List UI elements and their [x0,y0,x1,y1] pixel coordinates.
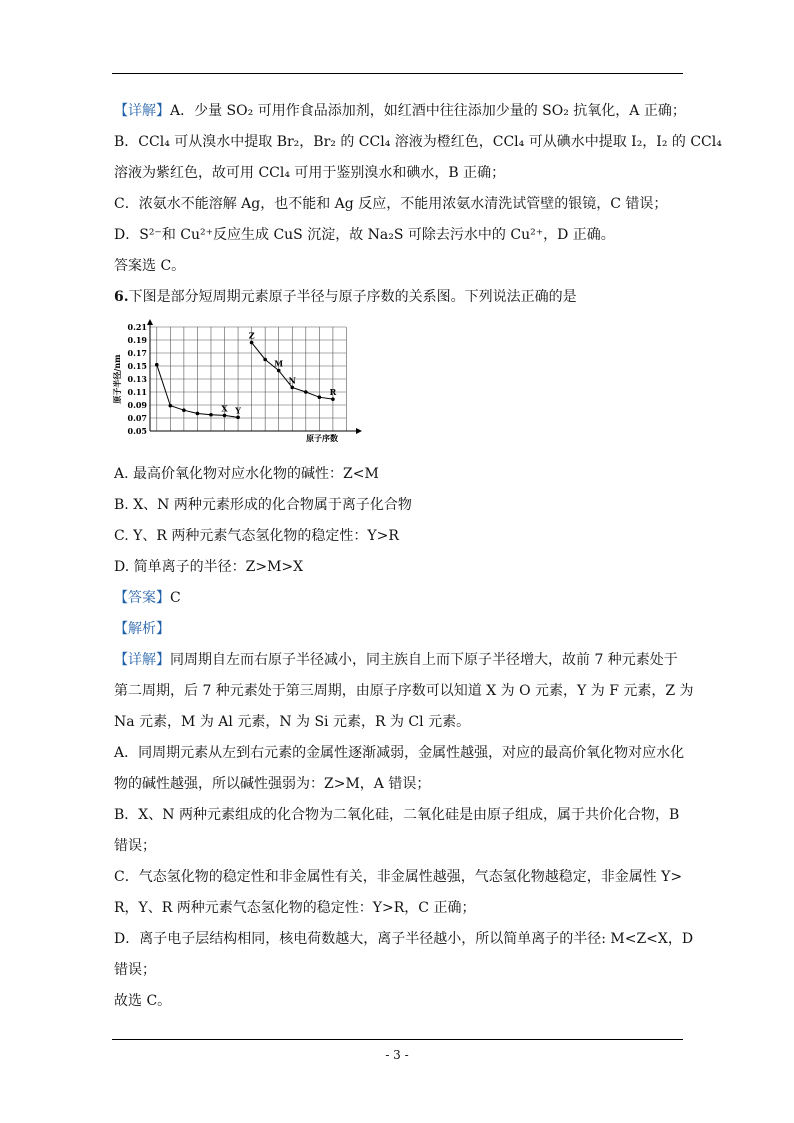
point-label: N [288,375,296,386]
prev-line-b2: 溶液为紫红色，故可用 CCl₄ 可用于鉴别溴水和碘水，B 正确； [114,165,506,181]
prev-line-c: C．浓氨水不能溶解 Ag，也不能和 Ag 反应，不能用浓氨水清洗试管壁的银镜，C 错误； [114,196,668,212]
atomic-radius-chart [114,319,684,451]
point-label: R [329,387,337,398]
detail-tag: 【详解】 [114,103,170,119]
data-point [318,395,322,399]
data-point [223,414,227,418]
option-d: D. 简单离子的半径：Z>M>X [114,559,304,575]
option-b: B. X、N 两种元素形成的化合物属于离子化合物 [114,497,412,513]
data-point [331,397,335,401]
y-tick-label: 0.05 [127,426,147,436]
data-point [182,408,186,412]
point-label: Z [248,330,255,341]
question-6-stem: 6.下图是部分短周期元素原子半径与原子序数的关系图。下列说法正确的是 [114,289,577,305]
answer-line [114,583,684,614]
data-point [290,386,294,390]
point-label: X [221,403,228,414]
analysis-d-2: 错误； [114,962,156,978]
y-tick-label: 0.07 [127,413,147,423]
y-axis-label: 原子半径/nm [112,354,122,404]
point-label: M [274,358,284,369]
y-tick-label: 0.09 [127,400,147,410]
page-number: - 3 - [385,1048,409,1062]
analysis-b-1: B．X、N 两种元素组成的化合物为二氧化硅，二氧化硅是由原子组成，属于共价化合物，B [114,807,680,823]
prev-line-b1: B．CCl₄ 可从溴水中提取 Br₂，Br₂ 的 CCl₄ 溶液为橙红色，CCl₄ 可从碘水中提取 I₂，I₂ 的 CCl₄ [114,134,722,150]
detail-line-2: 第二周期，后 7 种元素处于第三周期，由原子序数可以知道 X 为 O 元素，Y 为 F 元素，Z 为 [114,683,694,699]
x-axis-arrow [356,428,362,434]
detail-line-1: 【详解】同周期自左而右原子半径减小，同主族自上而下原子半径增大，故前 7 种元素处于 [114,652,678,668]
analysis-a-2: 物的碱性越强，所以碱性强弱为：Z>M，A 错误； [114,776,431,792]
detail-line-3: Na 元素，M 为 Al 元素，N 为 Si 元素，R 为 Cl 元素。 [114,714,471,730]
header-rule [112,73,683,74]
data-point [304,390,308,394]
data-point [169,404,173,408]
prev-line-a: 【详解】A．少量 SO₂ 可用作食品添加剂，如红酒中往往添加少量的 SO₂ 抗氧化，A 正确； [114,103,686,119]
answer-tag: 【答案】 [114,590,170,606]
prev-conclusion: 答案选 C。 [114,258,186,274]
analysis-c-1: C．气态氢化物的稳定性和非金属性有关，非金属性越强，气态氢化物越稳定，非金属性 Y> [114,869,683,885]
data-point [209,413,213,417]
data-point [155,363,159,367]
y-tick-label: 0.17 [127,348,147,358]
analysis-tag: 【解析】 [114,621,170,637]
data-point [236,416,240,420]
y-tick-label: 0.21 [127,322,147,332]
data-point [263,358,267,362]
y-tick-label: 0.19 [127,335,147,345]
analysis-a-1: A．同周期元素从左到右元素的金属性逐渐减弱，金属性越强，对应的最高价氧化物对应水化 [114,745,685,761]
answer-value: C [170,590,181,606]
data-point [250,341,254,345]
analysis-b-2: 错误； [114,838,156,854]
final-answer: 故选 C。 [114,993,172,1009]
prev-line-d: D．S²⁻和 Cu²⁺反应生成 CuS 沉淀，故 Na₂S 可除去污水中的 Cu²⁺，D 正确。 [114,227,615,243]
analysis-d-1: D．离子电子层结构相同，核电荷数越大，离子半径越小，所以简单离子的半径: M<Z<X，D [114,931,694,947]
analysis-c-2: R，Y、R 两种元素气态氢化物的稳定性：Y>R，C 正确； [114,900,476,916]
y-tick-label: 0.13 [127,374,147,384]
y-tick-label: 0.11 [127,387,147,397]
point-label: Y [235,405,241,416]
data-point [277,369,281,373]
option-c: C. Y、R 两种元素气态氢化物的稳定性：Y>R [114,528,399,544]
footer-rule [112,1039,683,1040]
chart-svg [114,319,364,451]
data-point [196,412,200,416]
option-a: A. 最高价氧化物对应水化物的碱性：Z<M [114,466,379,482]
page-content [112,96,722,1017]
x-axis-label: 原子序数 [306,433,339,443]
y-tick-label: 0.15 [127,361,147,371]
y-axis-arrow [147,319,153,325]
